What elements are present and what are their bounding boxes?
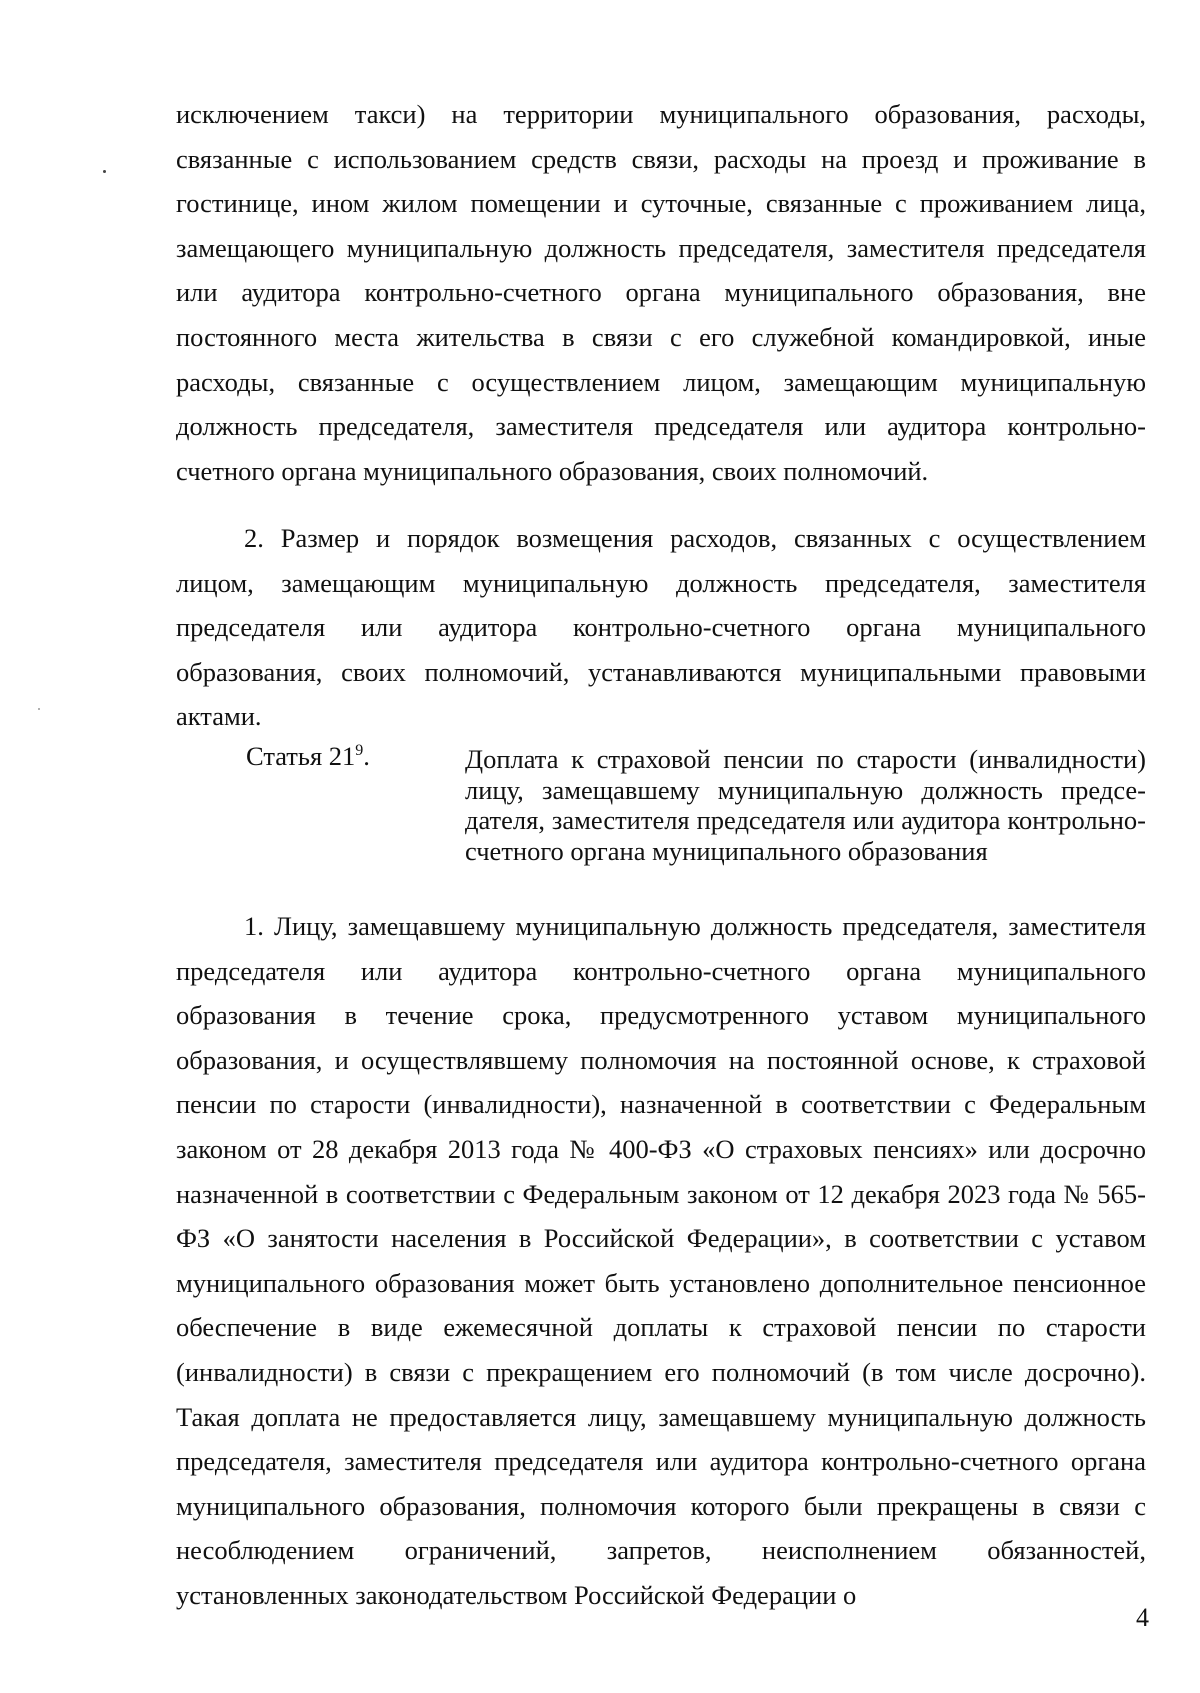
- article-label-superscript: 9: [355, 742, 364, 759]
- paragraph-item-2: 2. Размер и порядок возмещения расходов, связанных с осуществлением лицом, замещающим муниципальную должность председателя, заместителя председателя или аудитора контрольно-счетного органа муниципального образования, своих полномочий, устанавливаются муниципальными правовыми актами.: [176, 523, 1146, 732]
- article-label-text: Статья 21: [246, 741, 356, 771]
- page-number: 4: [1136, 1603, 1149, 1632]
- paragraph-item-1: 1. Лицу, замещавшему муниципальную должность председателя, заместителя председателя или аудитора контрольно-счетного органа муниципального образования в течение срока, предусмотренного уставом муниципального образования, и осуществлявшему полномочия на постоянной основе, к страховой пенсии по старости (инвалидности), назначенной в соответствии с Федеральным законом от 28 декабря 2013 года № 400-ФЗ «О страховых пенсиях» или досрочно назначенной в соответствии с Федеральным законом от 12 декабря 2023 года № 565-ФЗ «О занятости населения в Российской Федерации», в соответствии с уставом муниципального образования может быть установлено дополнительное пенсионное обеспечение в виде ежемесячной доплаты к страховой пенсии по старости (инвалидности) в связи с прекращением его полномочий (в том числе досрочно). Такая доплата не предоставляется лицу, замещавшему муниципальную должность председателя, заместителя председателя или аудитора контрольно-счетного органа муниципального образования, полномочия которого были прекращены в связи с несоблюдением ограничений, запретов, неисполнением обязанностей, установленных законодательством Российской Федерации о: [176, 911, 1146, 1610]
- article-number: [246, 740, 370, 772]
- article-title: Доплата к страховой пенсии по старости (инвалидности) лицу, замещавшему муниципальную должность председателя, заместителя председателя или аудитора контрольно-счетного органа муниципального образования: [465, 744, 1146, 866]
- scan-speck: [38, 708, 40, 710]
- paragraph-continuation: исключением такси) на территории муниципального образования, расходы, связанные с использованием средств связи, расходы на проезд и проживание в гостинице, ином жилом помещении и суточные, связанные с проживанием лица, замещающего муниципальную должность председателя, заместителя председателя или аудитора контрольно-счетного органа муниципального образования, вне постоянного места жительства в связи с его служебной командировкой, иные расходы, связанные с осуществлением лицом, замещающим муниципальную должность председателя, заместителя председателя или аудитора контрольно-счетного органа муниципального образования, своих полномочий.: [176, 99, 1146, 486]
- scan-speck: [103, 170, 106, 173]
- article-label-suffix: .: [363, 741, 370, 771]
